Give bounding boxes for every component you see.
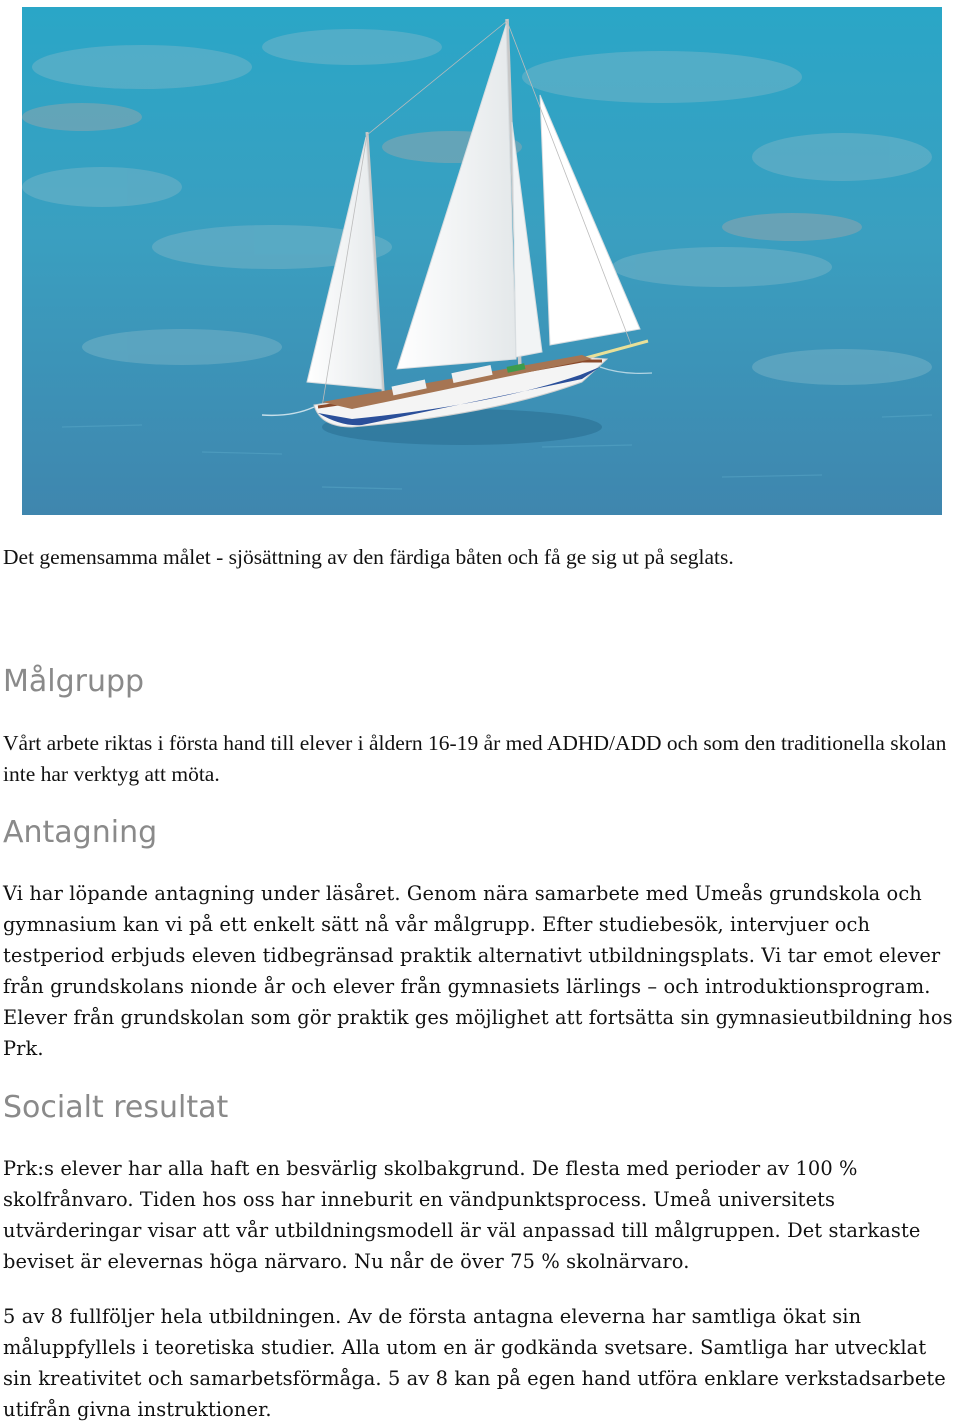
- image-caption: Det gemensamma målet - sjösättning av den färdiga båten och få ge sig ut på seglats.: [3, 545, 734, 569]
- heading-malgrupp: Målgrupp: [3, 664, 145, 699]
- heading-socialt-resultat: Socialt resultat: [3, 1090, 229, 1125]
- paragraph-malgrupp: Vårt arbete riktas i första hand till elever i åldern 16-19 år med ADHD/ADD och som den traditionella skolan inte har verktyg att möta.: [3, 731, 947, 786]
- paragraph-socialt-resultat-1: Prk:s elever har alla haft en besvärlig skolbakgrund. De flesta med perioder av 100 % skolfrånvaro. Tiden hos oss har inneburit en vändpunktsprocess. Umeå universitets utvärderingar visar att vår utbildningsmodell är väl anpassad till målgruppen. Det starkaste beviset är elevernas höga närvaro. Nu når de över 75 % skolnärvaro.: [3, 1157, 921, 1273]
- paragraph-antagning: Vi har löpande antagning under läsåret. Genom nära samarbete med Umeås grundskola och gymnasium kan vi på ett enkelt sätt nå vår målgrupp. Efter studiebesök, intervjuer och testperiod erbjuds eleven tidbegränsad praktik alternativt utbildningsplats. Vi tar emot elever från grundskolans nionde år och elever från gymnasiets lärlings – och introduktionsprogram. Elever från grundskolan som gör praktik ges möjlighet att fortsätta sin gymnasieutbildning hos Prk.: [3, 882, 953, 1060]
- heading-antagning: Antagning: [3, 815, 158, 850]
- sailboat-image: [22, 7, 942, 515]
- paragraph-socialt-resultat-2: 5 av 8 fullföljer hela utbildningen. Av de första antagna eleverna har samtliga ökat sin måluppfyllels i teoretiska studier. Alla utom en är godkända svetsare. Samtliga har utvecklat sin kreativitet och samarbetsförmåga. 5 av 8 kan på egen hand utföra enklare verkstadsarbete utifrån givna instruktioner.: [3, 1305, 946, 1421]
